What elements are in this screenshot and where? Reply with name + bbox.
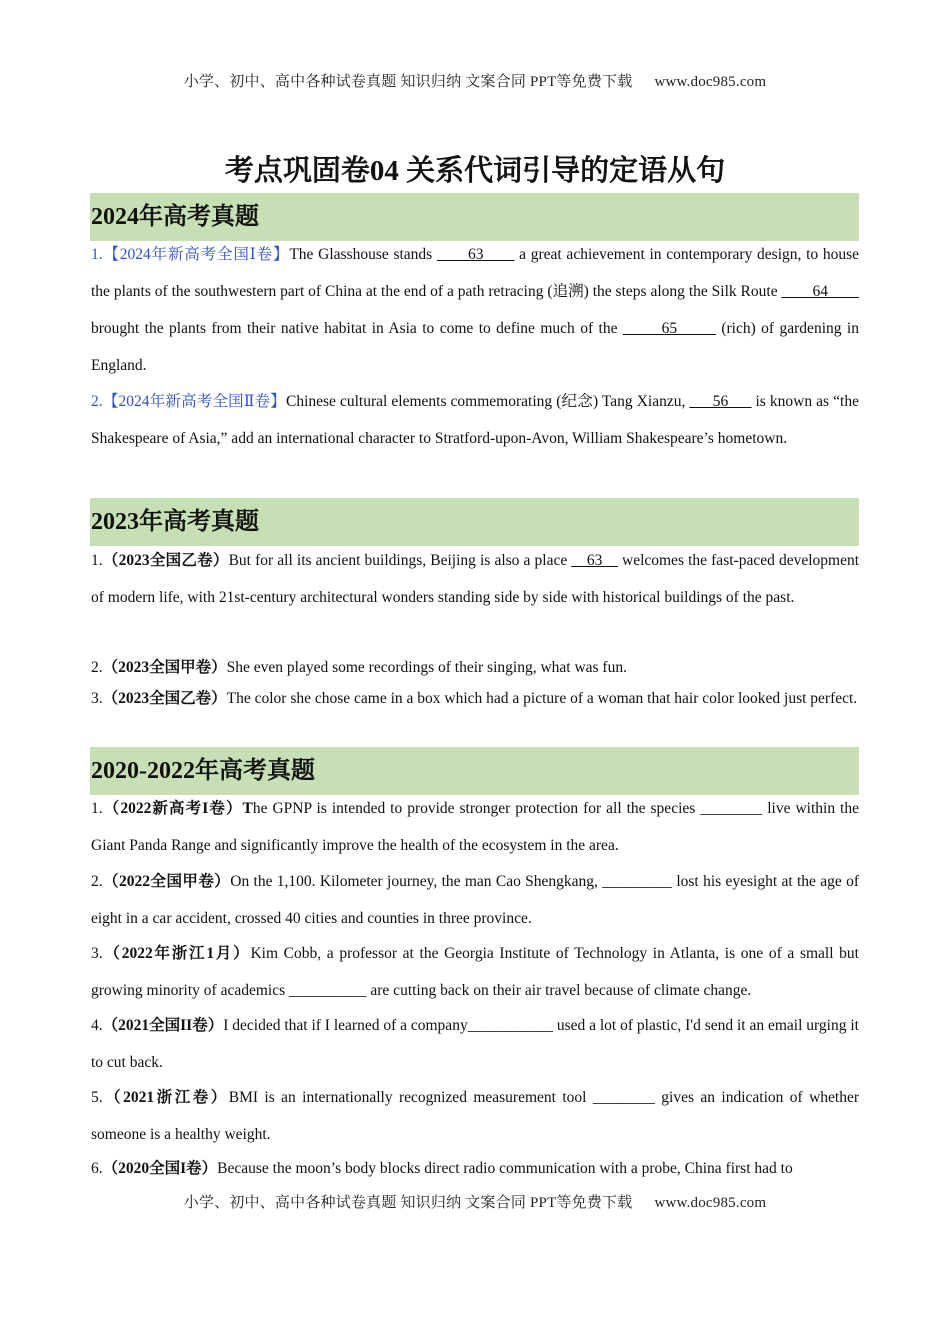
section-heading-2023: 2023年高考真题 xyxy=(90,498,859,546)
question-text: Chinese cultural elements commemorating (纪念) Tang Xianzu, xyxy=(285,393,690,410)
question-text: welcomes the fast-paced development of modern life, with 21st-century architectural wonders standing side by side with historical buildings of the past. xyxy=(91,552,860,606)
question-number: 2. xyxy=(91,393,103,410)
question-text: I decided that if I learned of a company xyxy=(223,1017,468,1034)
answer-blank[interactable]: __________ xyxy=(289,982,367,999)
answer-blank[interactable]: ___56___ xyxy=(689,393,752,410)
page-header xyxy=(0,70,950,91)
question-source: （2021浙江卷） xyxy=(102,1089,229,1106)
answer-blank[interactable]: _________ xyxy=(602,873,673,890)
section-heading-2024: 2024年高考真题 xyxy=(90,193,859,241)
answer-blank[interactable]: ____63____ xyxy=(436,246,515,263)
question-text: brought the plants from their native habitat in Asia to come to define much of the xyxy=(91,320,623,337)
answer-blank[interactable]: ________ xyxy=(592,1089,655,1106)
question-2022-1 xyxy=(91,790,859,864)
question-number: 2. xyxy=(91,659,103,676)
question-lead-letter: T xyxy=(242,800,253,817)
question-2021-4 xyxy=(91,1007,859,1081)
question-text: The color she chose came in a box which had a picture of a woman that hair color looked just perfect. xyxy=(226,690,858,707)
page-footer xyxy=(0,1191,950,1212)
question-source: （2020全国I卷） xyxy=(102,1160,218,1177)
footer-text: 小学、初中、高中各种试卷真题 知识归纳 文案合同 PPT等免费下载 xyxy=(183,1195,633,1211)
question-2023-2 xyxy=(91,653,859,682)
question-2021-5 xyxy=(91,1079,859,1153)
page-title: 考点巩固卷04 关系代词引导的定语从句 xyxy=(224,155,726,187)
header-site[interactable]: www.doc985.com xyxy=(654,74,767,90)
question-2020-6 xyxy=(91,1150,859,1187)
question-text: Because the moon’s body blocks direct radio communication with a probe, China first had to xyxy=(217,1160,793,1177)
answer-blank[interactable]: ____64____ xyxy=(781,283,859,300)
question-number: 1. xyxy=(91,800,103,817)
question-source: （2022全国甲卷） xyxy=(102,873,231,890)
section-heading-2020-2022: 2020-2022年高考真题 xyxy=(90,747,859,795)
question-number: 5. xyxy=(91,1089,103,1106)
question-2024-2 xyxy=(91,383,859,457)
question-number: 3. xyxy=(91,690,103,707)
answer-blank[interactable]: ___________ xyxy=(467,1017,553,1034)
question-number: 2. xyxy=(91,873,103,890)
question-2022-3 xyxy=(91,935,859,1009)
question-number: 1. xyxy=(91,246,103,263)
question-text: She even played some recordings of their singing, what was fun. xyxy=(226,659,627,676)
header-text: 小学、初中、高中各种试卷真题 知识归纳 文案合同 PPT等免费下载 xyxy=(183,74,633,90)
answer-blank[interactable]: __63__ xyxy=(571,552,618,569)
question-text: (rich) of gardening in England. xyxy=(91,320,859,374)
question-2024-1 xyxy=(91,236,859,384)
question-text: live within the Giant Panda Range and significantly improve the health of the ecosystem in the area. xyxy=(91,800,859,854)
question-text: are cutting back on their air travel because of climate change. xyxy=(366,982,752,999)
question-source: （2023全国乙卷） xyxy=(102,690,227,707)
answer-blank[interactable]: ________ xyxy=(700,800,763,817)
question-source: 【2024年新高考全国Ⅰ卷】 xyxy=(102,246,290,263)
question-text: The Glasshouse stands xyxy=(289,246,437,263)
question-text: he GPNP is intended to provide stronger protection for all the species xyxy=(252,800,701,817)
question-text: gives an indication of whether someone is a healthy weight. xyxy=(91,1089,859,1143)
question-source: （2021全国II卷） xyxy=(102,1017,224,1034)
question-number: 4. xyxy=(91,1017,103,1034)
question-text: is known as “the Shakespeare of Asia,” add an international character to Stratford-upon-Avon, William Shakespeare’s hometown. xyxy=(91,393,859,447)
question-2023-3 xyxy=(91,684,859,713)
question-number: 3. xyxy=(91,945,103,962)
question-text: On the 1,100. Kilometer journey, the man Cao Shengkang, xyxy=(230,873,603,890)
question-source: （2023全国甲卷） xyxy=(102,659,227,676)
question-text: Kim Cobb, a professor at the Georgia Institute of Technology in Atlanta, is one of a small but growing minority of academics xyxy=(91,945,859,999)
question-number: 1. xyxy=(91,552,103,569)
question-source: （2022年浙江1月） xyxy=(102,945,251,962)
question-number: 6. xyxy=(91,1160,103,1177)
question-2023-1 xyxy=(91,542,859,616)
question-2022-2 xyxy=(91,863,859,937)
question-text: lost his eyesight at the age of eight in a car accident, crossed 40 cities and counties in three province. xyxy=(91,873,859,927)
question-source: （2022新高考I卷） xyxy=(102,800,243,817)
question-text: But for all its ancient buildings, Beijing is also a place xyxy=(228,552,572,569)
answer-blank[interactable]: _____65_____ xyxy=(622,320,716,337)
question-text: BMI is an internationally recognized measurement tool xyxy=(228,1089,593,1106)
question-text: a great achievement in contemporary design, to house the plants of the southwestern part of China at the end of a path retracing (追溯) the steps along the Silk Route xyxy=(91,246,860,300)
question-text: used a lot of plastic, I'd send it an email urging it to cut back. xyxy=(91,1017,859,1071)
question-source: 【2024年新高考全国Ⅱ卷】 xyxy=(102,393,286,410)
question-source: （2023全国乙卷） xyxy=(102,552,229,569)
footer-site[interactable]: www.doc985.com xyxy=(654,1195,767,1211)
